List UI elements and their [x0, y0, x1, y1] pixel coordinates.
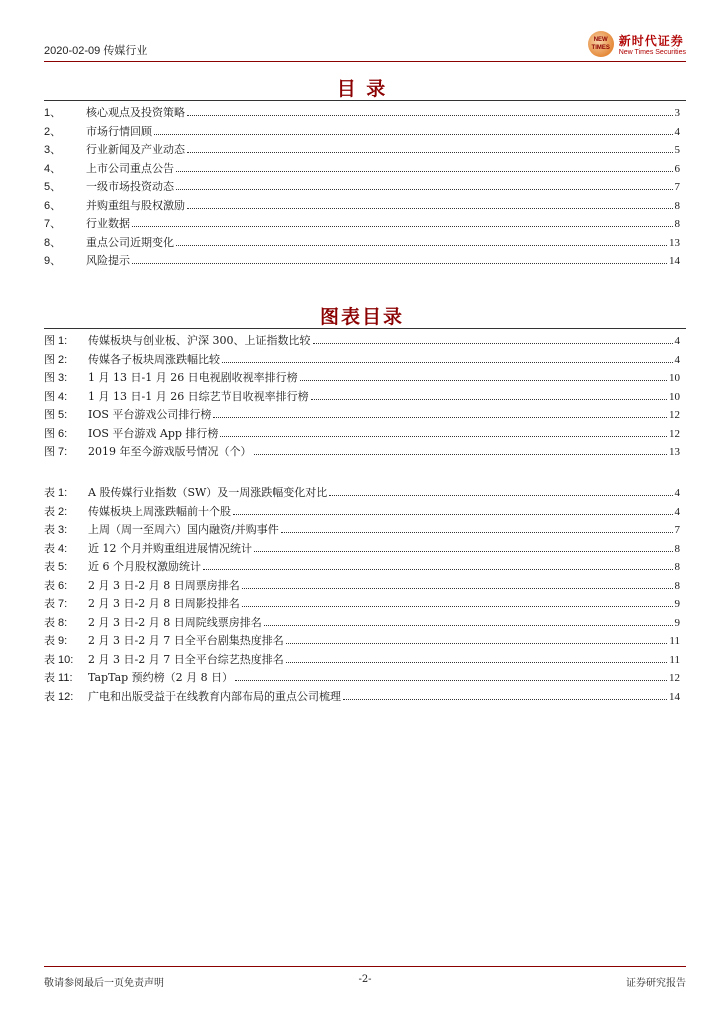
dot-leader — [300, 380, 667, 381]
logo-english-name: New Times Securities — [618, 49, 686, 56]
table-list — [44, 484, 680, 706]
entry-title: 广电和出版受益于在线教育内部布局的重点公司梳理 — [88, 689, 341, 703]
entry-title: 1 月 13 日-1 月 26 日综艺节目收视率排行榜 — [88, 389, 309, 403]
entry-page-number: 13 — [669, 236, 680, 249]
dot-leader — [222, 362, 673, 363]
entry-page-number: 12 — [669, 427, 680, 440]
entry-number: 1、 — [44, 107, 62, 119]
entry-number: 图 4: — [44, 390, 68, 403]
entry-number: 表 7: — [44, 598, 68, 610]
entry-title: 1 月 13 日-1 月 26 日电视剧收视率排行榜 — [88, 371, 298, 384]
entry-page-number: 7 — [674, 524, 680, 536]
table-entry[interactable] — [44, 558, 680, 577]
toc-title: 目 录 — [336, 78, 388, 100]
entry-number: 6、 — [44, 199, 62, 212]
entry-title: 上周（周一至周六）国内融资/并购事件 — [88, 523, 279, 536]
entry-number: 表 4: — [44, 542, 68, 555]
entry-number: 图 1: — [44, 335, 68, 347]
entry-title: 市场行情回顾 — [86, 124, 152, 138]
entry-title: IOS 平台游戏 App 排行榜 — [88, 426, 219, 440]
entry-number: 图 2: — [44, 353, 68, 366]
dot-leader — [132, 263, 667, 264]
entry-number: 5、 — [44, 181, 62, 193]
toc-list — [44, 104, 680, 271]
entry-title: 上市公司重点公告 — [86, 161, 174, 175]
page-header — [44, 30, 686, 62]
page-footer — [44, 966, 686, 990]
entry-page-number: 9 — [674, 616, 680, 629]
dot-leader — [233, 514, 673, 515]
entry-title: 传媒板块与创业板、沪深 300、上证指数比较 — [88, 334, 311, 347]
toc-entry[interactable] — [44, 178, 680, 197]
entry-title: 行业数据 — [86, 217, 130, 230]
entry-page-number: 4 — [674, 487, 680, 499]
entry-page-number: 8 — [674, 199, 680, 212]
dot-leader — [254, 454, 668, 455]
table-entry[interactable] — [44, 577, 680, 596]
entry-page-number: 4 — [674, 335, 680, 347]
table-entry[interactable] — [44, 614, 680, 633]
dot-leader — [235, 680, 667, 681]
entry-title: 近 6 个月股权激励统计 — [88, 560, 201, 573]
table-entry[interactable] — [44, 503, 680, 522]
figure-entry[interactable] — [44, 351, 680, 370]
entry-title: 重点公司近期变化 — [86, 235, 174, 249]
entry-number: 9、 — [44, 255, 62, 267]
figure-list — [44, 332, 680, 462]
entry-page-number: 8 — [674, 218, 680, 230]
entry-title: 风险提示 — [86, 254, 130, 267]
figures-title: 图表目录 — [319, 306, 404, 328]
entry-page-number: 14 — [669, 690, 680, 703]
dot-leader — [203, 569, 673, 570]
toc-entry[interactable] — [44, 234, 680, 253]
dot-leader — [176, 245, 667, 246]
entry-number: 表 10: — [44, 653, 74, 666]
dot-leader — [187, 152, 673, 153]
entry-page-number: 4 — [674, 353, 680, 366]
dot-leader — [176, 189, 673, 190]
entry-number: 表 11: — [44, 672, 73, 684]
entry-page-number: 13 — [669, 446, 680, 458]
entry-page-number: 4 — [674, 125, 680, 138]
entry-page-number: 8 — [674, 579, 680, 592]
entry-number: 表 3: — [44, 524, 68, 536]
header-date-sector: 2020-02-09 传媒行业 — [44, 45, 148, 57]
entry-page-number: 9 — [674, 598, 680, 610]
entry-number: 4、 — [44, 162, 62, 175]
entry-number: 图 6: — [44, 427, 68, 440]
figure-entry[interactable] — [44, 369, 680, 388]
logo-mark-icon: NEW TIMES — [588, 31, 614, 57]
table-entry[interactable] — [44, 521, 680, 540]
entry-title: 2 月 3 日-2 月 8 日周票房排名 — [88, 578, 240, 592]
entry-number: 图 3: — [44, 372, 68, 384]
entry-number: 表 8: — [44, 616, 68, 629]
entry-title: A 股传媒行业指数（SW）及一周涨跌幅变化对比 — [88, 486, 328, 499]
entry-number: 图 5: — [44, 409, 68, 421]
table-entry[interactable] — [44, 595, 680, 614]
entry-number: 表 2: — [44, 505, 68, 518]
entry-page-number: 10 — [669, 372, 680, 384]
figure-entry[interactable] — [44, 388, 680, 407]
dot-leader — [286, 662, 668, 663]
table-entry[interactable] — [44, 669, 680, 688]
toc-entry[interactable] — [44, 160, 680, 179]
entry-number: 2、 — [44, 125, 62, 138]
toc-entry[interactable] — [44, 141, 680, 160]
dot-leader — [313, 343, 673, 344]
table-entry[interactable] — [44, 632, 680, 651]
entry-page-number: 12 — [669, 409, 680, 421]
footer-disclaimer: 敬请参阅最后一页免责声明 — [44, 978, 164, 989]
entry-page-number: 11 — [669, 653, 680, 666]
entry-page-number: 4 — [674, 505, 680, 518]
table-entry[interactable] — [44, 651, 680, 670]
entry-title: 2019 年至今游戏版号情况（个） — [88, 445, 252, 458]
entry-page-number: 6 — [674, 162, 680, 175]
company-logo — [588, 30, 686, 58]
entry-number: 3、 — [44, 144, 62, 156]
entry-number: 表 12: — [44, 690, 74, 703]
entry-number: 表 9: — [44, 635, 68, 647]
dot-leader — [213, 417, 667, 418]
entry-page-number: 11 — [669, 635, 680, 647]
dot-leader — [154, 134, 673, 135]
entry-page-number: 8 — [674, 542, 680, 555]
figure-entry[interactable] — [44, 425, 680, 444]
footer-report-type: 证券研究报告 — [626, 978, 686, 989]
footer-divider — [44, 966, 686, 967]
entry-page-number: 3 — [674, 107, 680, 119]
entry-number: 表 5: — [44, 561, 68, 573]
dot-leader — [329, 495, 672, 496]
toc-entry[interactable] — [44, 123, 680, 142]
dot-leader — [242, 606, 673, 607]
figure-entry[interactable] — [44, 406, 680, 425]
footer-page-number: -2- — [358, 974, 372, 985]
table-entry[interactable] — [44, 484, 680, 503]
toc-entry[interactable] — [44, 215, 680, 234]
entry-title: TapTap 预约榜（2 月 8 日） — [88, 671, 234, 684]
toc-entry[interactable] — [44, 252, 680, 271]
entry-title: 2 月 3 日-2 月 8 日周影投排名 — [88, 597, 240, 610]
dot-leader — [187, 208, 673, 209]
figure-entry[interactable] — [44, 332, 680, 351]
dot-leader — [187, 115, 673, 116]
entry-page-number: 12 — [669, 672, 680, 684]
dot-leader — [242, 588, 673, 589]
dot-leader — [343, 699, 667, 700]
entry-title: 2 月 3 日-2 月 8 日周院线票房排名 — [88, 615, 262, 629]
entry-number: 8、 — [44, 236, 62, 249]
logo-chinese-name: 新时代证券 — [618, 34, 684, 48]
entry-page-number: 8 — [674, 561, 680, 573]
dot-leader — [220, 436, 667, 437]
table-entry[interactable] — [44, 540, 680, 559]
entry-title: 传媒各子板块周涨跌幅比较 — [88, 352, 220, 366]
table-entry[interactable] — [44, 688, 680, 707]
entry-title: 近 12 个月并购重组进展情况统计 — [88, 541, 252, 555]
dot-leader — [281, 532, 673, 533]
toc-entry[interactable] — [44, 197, 680, 216]
toc-entry[interactable] — [44, 104, 680, 123]
entry-page-number: 10 — [669, 390, 680, 403]
entry-title: 传媒板块上周涨跌幅前十个股 — [88, 504, 231, 518]
entry-number: 图 7: — [44, 446, 68, 458]
entry-title: 行业新闻及产业动态 — [86, 143, 185, 156]
entry-number: 表 6: — [44, 579, 68, 592]
entry-page-number: 7 — [674, 181, 680, 193]
figures-title-divider — [44, 328, 686, 329]
dot-leader — [311, 399, 667, 400]
dot-leader — [264, 625, 673, 626]
entry-title: 一级市场投资动态 — [86, 180, 174, 193]
entry-title: IOS 平台游戏公司排行榜 — [88, 408, 212, 421]
dot-leader — [176, 171, 673, 172]
entry-title: 核心观点及投资策略 — [86, 106, 185, 119]
entry-title: 2 月 3 日-2 月 7 日全平台剧集热度排名 — [88, 634, 284, 647]
entry-number: 7、 — [44, 218, 62, 230]
dot-leader — [254, 551, 673, 552]
header-divider — [44, 61, 686, 62]
entry-title: 并购重组与股权激励 — [86, 198, 185, 212]
entry-title: 2 月 3 日-2 月 7 日全平台综艺热度排名 — [88, 652, 284, 666]
figure-entry[interactable] — [44, 443, 680, 462]
entry-page-number: 5 — [674, 144, 680, 156]
entry-number: 表 1: — [44, 487, 68, 499]
dot-leader — [132, 226, 673, 227]
toc-title-divider — [44, 100, 686, 101]
entry-page-number: 14 — [669, 255, 680, 267]
dot-leader — [286, 643, 668, 644]
